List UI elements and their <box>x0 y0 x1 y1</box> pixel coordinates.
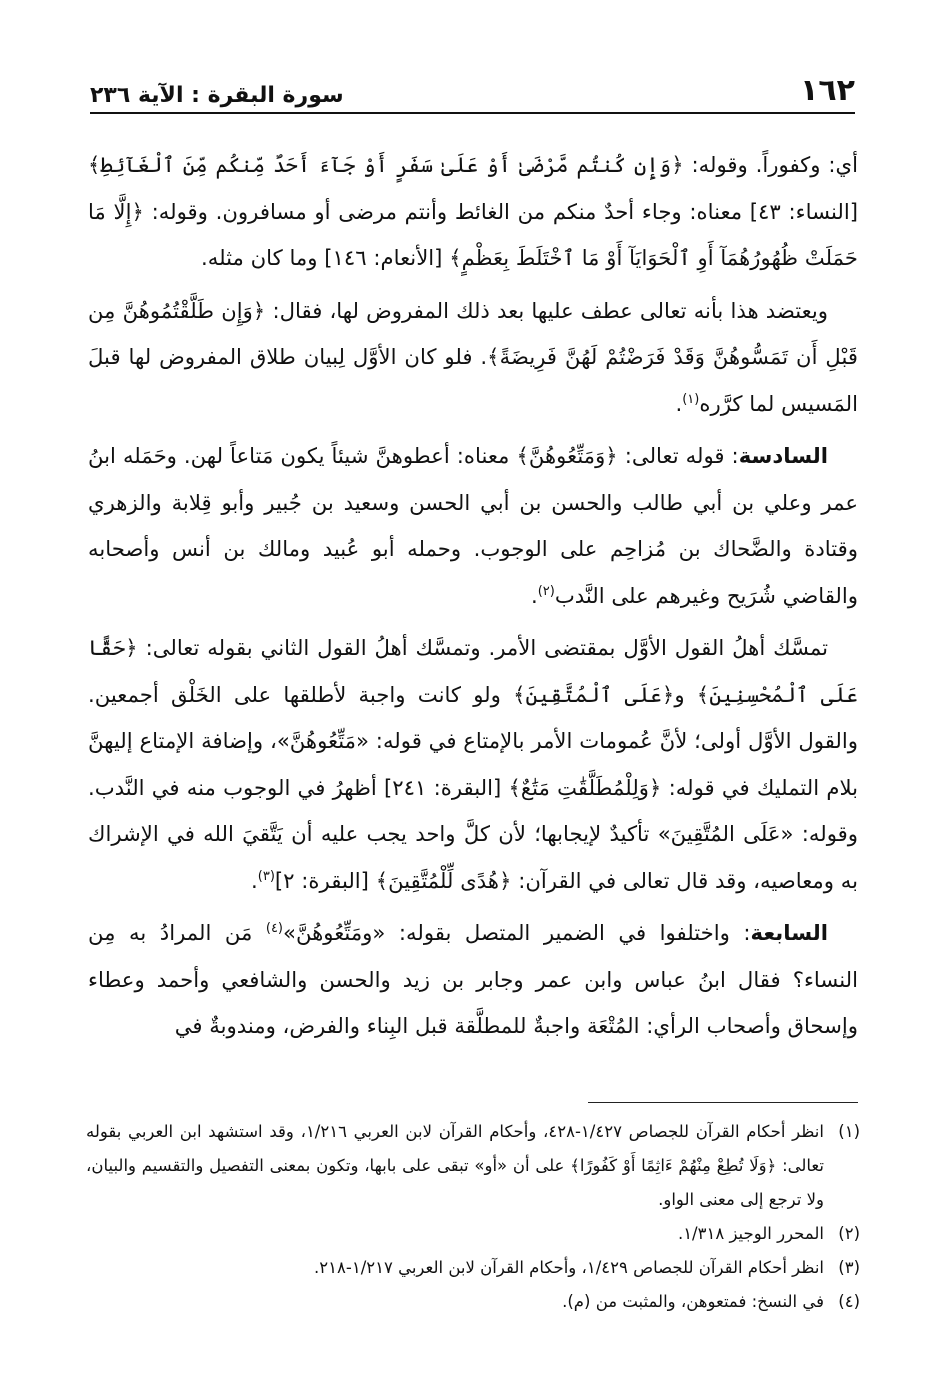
footnote-reference[interactable]: (٤) <box>265 920 283 936</box>
text-run: أي: وكفوراً. وقوله: <box>683 152 858 177</box>
text-run: : واختلفوا في الضمير المتصل بقوله: «ومَتِّعُوهُنَّ» <box>283 920 751 945</box>
quran-verse: ﴿وَإِن طَلَّقْتُمُوهُنَّ مِن قَبْلِ أَن تَمَسُّوهُنَّ وَقَدْ فَرَضْتُمْ لَهُنَّ فَرِيضَةً﴾ <box>88 297 858 369</box>
text-run: : قوله تعالى: <box>617 443 739 468</box>
quran-verse: ﴿عَلَى ٱلْمُتَّقِينَ﴾ <box>513 681 675 707</box>
running-title: سورة البقرة : الآية ٢٣٦ <box>90 83 344 108</box>
footnote-text <box>86 1115 824 1217</box>
text-run: معناه: أعطوهنَّ شيئاً يكون مَتاعاً لهن. وحَمَله ابنُ عمر وعلي بن أبي طالب والحسن بن أبي الحسن وسعيد بن جُبير وأبو قِلابة والزهري وقتادة والضَّحاك بن مُزاحِم على الوجوب. وحمله أبو عُبيد ومالك بن أنس وأصحابه والقاضي شُرَيح وغيرهم على النَّدب <box>88 443 858 608</box>
text-run: مَن المرادُ به مِن النساء؟ فقال ابنُ عباس وابن عمر وجابر بن زيد والحسن والشافعي وأحمد وعطاء وإسحاق وأصحاب الرأي: المُتْعَة واجبةٌ للمطلَّقة قبل البِناء والفرض، ومندوبةٌ في <box>88 920 858 1038</box>
footnote-divider <box>588 1102 858 1103</box>
footnote-4 <box>86 1285 860 1319</box>
section-label: السابعة <box>750 920 828 945</box>
text-run: تمسَّك أهلُ القول الأوَّل بمقتضى الأمر. وتمسَّك أهلُ القول الثاني بقوله تعالى: <box>137 635 828 660</box>
paragraph-1 <box>88 142 858 282</box>
quran-verse: ﴿وَمَتِّعُوهُنَّ﴾ <box>516 443 618 468</box>
page-header <box>90 62 855 114</box>
quran-verse: ﴿وَلِلْمُطَلَّقَٰتِ مَتَٰعٌ﴾ <box>508 774 662 800</box>
footnote-number: (٤) <box>838 1292 860 1311</box>
quran-verse: ﴿هُدًى لِّلْمُتَّقِينَ﴾ <box>375 867 512 893</box>
text-run: ولو كانت واجبة لأطلقها على الخَلْق أجمعين. والقول الأوَّل أولى؛ لأنَّ عُمومات الأمر بالإمتاع في قوله: «مَتِّعُوهُنَّ»، وإضافة الإمتاع إليهنَّ بلام التمليك في قوله: <box>88 681 859 800</box>
footnotes <box>86 1115 860 1319</box>
text-run: ويعتضد هذا بأنه تعالى عطف عليها بعد ذلك المفروض لها، فقال: <box>265 297 828 323</box>
footnote-number: (٣) <box>838 1258 860 1277</box>
page-number: ١٦٢ <box>800 73 855 108</box>
footnote-text: المحرر الوجيز ١/٣١٨. <box>677 1224 824 1243</box>
text-run: على أن «أو» تبقى على بابها، وتكون بمعنى التفصيل والتقسيم والبيان، ولا ترجع إلى معنى الواو. <box>86 1156 824 1209</box>
quran-verse: ﴿وَإِن كُنتُم مَّرْضَىٰ أَوْ عَلَىٰ سَفَرٍ أَوْ جَآءَ أَحَدٌ مِّنكُم مِّنَ ٱلْغَآئِطِ﴾ <box>88 152 684 177</box>
footnote-reference[interactable]: (٢) <box>537 583 555 599</box>
section-label: السادسة <box>738 443 828 468</box>
footnote-3 <box>86 1251 860 1285</box>
footnote-text: انظر أحكام القرآن للجصاص ١/٤٢٩، وأحكام القرآن لابن العربي ١/٢١٧-٢١٨. <box>314 1258 824 1277</box>
footnote-reference[interactable]: (١) <box>682 391 700 407</box>
text-run: [البقرة: ٢] <box>274 867 376 893</box>
quran-verse: ﴿إِلَّا مَا حَمَلَتْ ظُهُورُهُمَآ أَوِ ٱلْحَوَايَآ أَوْ مَا ٱخْتَلَطَ بِعَظْمٍ﴾ <box>88 198 858 270</box>
quran-verse: ﴿وَلَا تُطِعْ مِنْهُمْ ءَاثِمًا أَوْ كَفُورًا﴾ <box>570 1156 777 1175</box>
footnote-reference[interactable]: (٣) <box>257 868 275 884</box>
footnote-number: (١) <box>838 1122 860 1141</box>
paragraph-5 <box>88 910 858 1050</box>
text-run: [الأنعام: ١٤٦] وما كان مثله. <box>201 245 450 270</box>
text-run: . فلو كان الأوَّل لِبيان طلاق المفروض لها قبلَ المَسيس لما كرَّره <box>88 344 858 416</box>
text-run: [النساء: ٤٣] معناه: وجاء أحدٌ منكم من الغائط وأنتم مرضى أو مسافرون. وقوله: <box>143 198 858 224</box>
text-run: . <box>251 867 258 893</box>
main-text <box>88 142 858 1056</box>
text-run: [البقرة: ٢٤١] أظهرُ في الوجوب منه في النَّدب. وقوله: «عَلَى المُتَّقِينَ» تأكيدٌ لإيجابها؛ لأن كلَّ واحد يجب عليه أن يَتَّقيَ الله في الإشراك به ومعاصيه، وقد قال تعالى في القرآن: <box>88 774 858 893</box>
paragraph-3 <box>88 433 858 619</box>
paragraph-4 <box>88 625 858 904</box>
footnote-text: في النسخ: فمتعوهن، والمثبت من (م). <box>562 1292 824 1311</box>
text-run: و <box>674 681 697 707</box>
text-run: . <box>530 582 538 608</box>
quran-verse: ﴿حَقًّا عَلَى ٱلْمُحْسِنِينَ﴾ <box>88 635 859 707</box>
footnote-number: (٢) <box>838 1224 860 1243</box>
footnote-1 <box>86 1115 860 1217</box>
text-run: انظر أحكام القرآن للجصاص ١/٤٢٧-٤٢٨، وأحكام القرآن لابن العربي ١/٢١٦، وقد استشهد ابن العربي بقوله تعالى: <box>86 1122 824 1175</box>
text-run: . <box>675 390 683 416</box>
footnote-2 <box>86 1217 860 1251</box>
paragraph-2 <box>88 288 858 428</box>
